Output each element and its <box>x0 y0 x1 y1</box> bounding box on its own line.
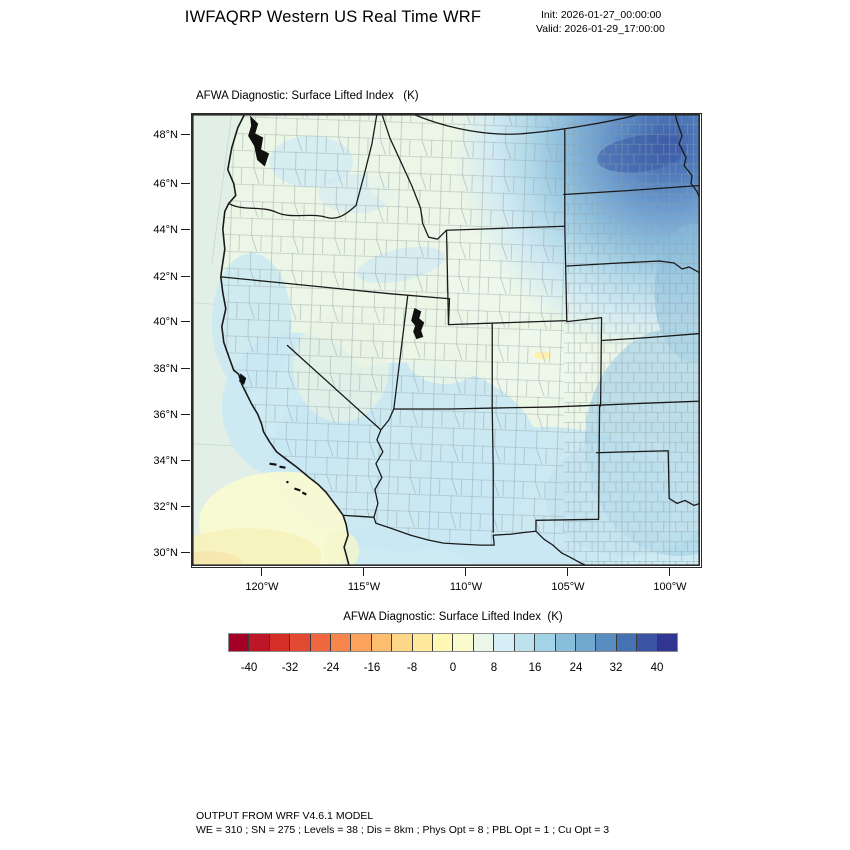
lat-tick-label: 38°N <box>153 363 178 375</box>
lat-tick-label: 48°N <box>153 129 178 141</box>
colorbar-tick-label: 16 <box>528 662 542 674</box>
colorbar-cell <box>452 634 472 651</box>
lat-tick-label: 36°N <box>153 409 178 421</box>
lat-tick-label: 44°N <box>153 224 178 236</box>
colorbar-cell <box>616 634 636 651</box>
colorbar-tick-label: 8 <box>490 662 498 674</box>
colorbar-cell <box>636 634 656 651</box>
lon-tick-label: 115°W <box>347 581 381 593</box>
colorbar-cell <box>330 634 350 651</box>
colorbar-cell <box>248 634 268 651</box>
map-panel <box>191 113 702 568</box>
lat-tick-label: 32°N <box>153 501 178 513</box>
lat-tick-mark <box>181 414 190 415</box>
footer-model-line: OUTPUT FROM WRF V4.6.1 MODEL <box>196 810 374 822</box>
colorbar-cell <box>310 634 330 651</box>
footer-config-line: WE = 310 ; SN = 275 ; Levels = 38 ; Dis = 8km ; Phys Opt = 8 ; PBL Opt = 1 ; Cu Opt = 3 <box>196 824 610 836</box>
lon-tick-label: 120°W <box>245 581 279 593</box>
lat-tick-mark <box>181 368 190 369</box>
lon-tick-mark <box>261 568 262 576</box>
colorbar-cell <box>350 634 370 651</box>
colorbar-tick-label: 0 <box>449 662 457 674</box>
lon-tick-label: 105°W <box>551 581 585 593</box>
colorbar-cell <box>493 634 513 651</box>
init-time-label: Init: 2026-01-27_00:00:00 <box>541 9 662 21</box>
colorbar-cell <box>391 634 411 651</box>
colorbar-cell <box>269 634 289 651</box>
lon-tick-mark <box>363 568 364 576</box>
lat-tick-label: 30°N <box>153 547 178 559</box>
colorbar-cell <box>371 634 391 651</box>
colorbar-cell <box>575 634 595 651</box>
colorbar-cell <box>514 634 534 651</box>
colorbar-cell <box>555 634 575 651</box>
colorbar-cell <box>473 634 493 651</box>
lon-tick-label: 100°W <box>653 581 687 593</box>
colorbar-tick-label: -40 <box>240 662 258 674</box>
colorbar-cell <box>289 634 309 651</box>
colorbar-cell <box>412 634 432 651</box>
colorbar <box>228 633 678 652</box>
colorbar-cell <box>432 634 452 651</box>
map-title: AFWA Diagnostic: Surface Lifted Index (K) <box>196 90 419 102</box>
colorbar-title: AFWA Diagnostic: Surface Lifted Index (K) <box>343 611 563 623</box>
lat-tick-mark <box>181 460 190 461</box>
colorbar-tick-label: -24 <box>322 662 340 674</box>
lat-tick-mark <box>181 134 190 135</box>
lat-tick-mark <box>181 506 190 507</box>
lat-tick-mark <box>181 552 190 553</box>
colorbar-cell <box>534 634 554 651</box>
colorbar-cell <box>657 634 677 651</box>
colorbar-tick-label: -16 <box>363 662 381 674</box>
map-canvas <box>192 114 700 566</box>
colorbar-tick-label: 24 <box>569 662 583 674</box>
lat-tick-mark <box>181 321 190 322</box>
lat-tick-label: 42°N <box>153 271 178 283</box>
lat-tick-label: 40°N <box>153 316 178 328</box>
colorbar-cell <box>595 634 615 651</box>
lon-tick-mark <box>465 568 466 576</box>
lat-tick-mark <box>181 276 190 277</box>
lat-tick-mark <box>181 183 190 184</box>
colorbar-cell <box>229 634 248 651</box>
lon-tick-mark <box>567 568 568 576</box>
colorbar-tick-label: 32 <box>609 662 623 674</box>
lat-tick-mark <box>181 229 190 230</box>
colorbar-tick-label: 40 <box>650 662 664 674</box>
valid-time-label: Valid: 2026-01-29_17:00:00 <box>536 23 665 35</box>
lat-tick-label: 46°N <box>153 178 178 190</box>
lat-tick-label: 34°N <box>153 455 178 467</box>
lon-tick-label: 110°W <box>449 581 483 593</box>
colorbar-tick-label: -8 <box>406 662 418 674</box>
page-title: IWFAQRP Western US Real Time WRF <box>184 8 482 26</box>
colorbar-tick-label: -32 <box>281 662 299 674</box>
lon-tick-mark <box>669 568 670 576</box>
